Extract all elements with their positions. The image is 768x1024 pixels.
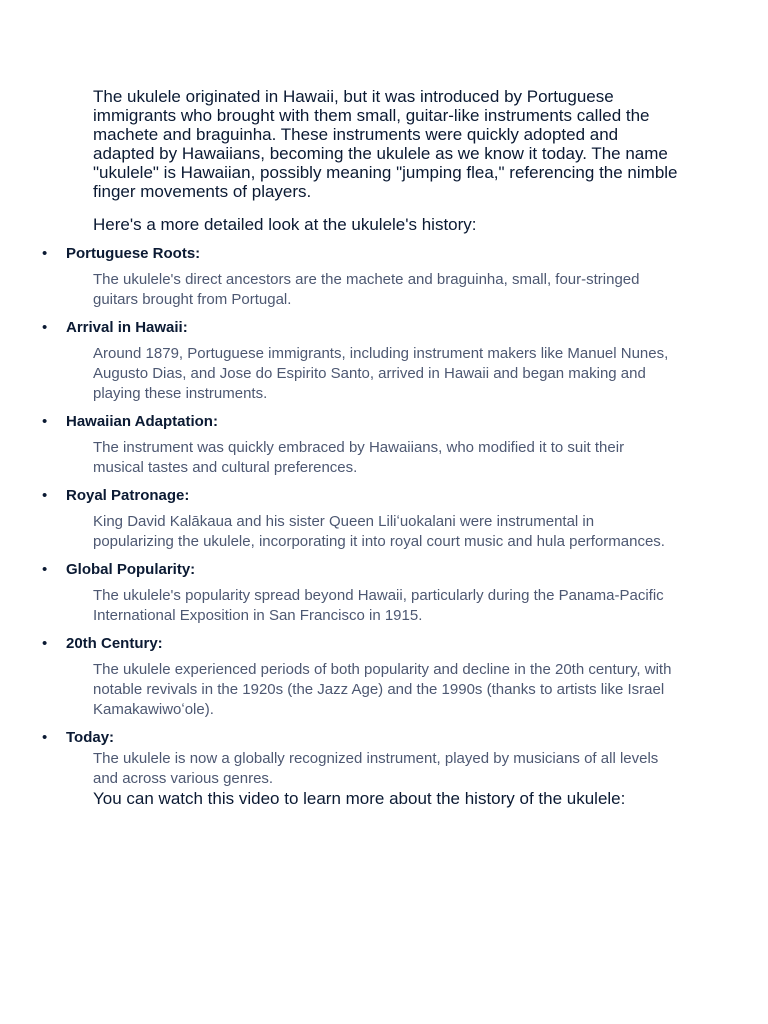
bullet-icon: • [42,635,48,652]
history-item-title: Hawaiian Adaptation: [66,413,218,430]
history-item-text: The ukulele is now a globally recognized instrument, played by musicians of all levels and across various genres. [93,750,659,787]
history-item-title: 20th Century: [66,635,163,652]
history-item-title: Royal Patronage: [66,487,190,504]
history-item-hawaiian-adaptation [42,411,678,478]
history-item-today [42,727,678,789]
bullet-icon: • [42,245,48,262]
history-item-text: The ukulele's direct ancestors are the machete and braguinha, small, four-stringed guitars brought from Portugal. [93,271,640,308]
history-item-title: Global Popularity: [66,561,196,578]
bullet-icon: • [42,729,48,746]
bullet-icon: • [42,413,48,430]
intro-paragraph: The ukulele originated in Hawaii, but it was introduced by Portuguese immigrants who brought with them small, guitar-like instruments called the machete and braguinha. These instruments were quickly adopted and adapted by Hawaiians, becoming the ukulele as we know it today. The name "ukulele" is Hawaiian, possibly meaning "jumping flea," referencing the nimble finger movements of players. [93,87,678,201]
bullet-icon: • [42,561,48,578]
history-item-title: Today: [66,729,115,746]
history-item-royal-patronage [42,485,678,552]
bullet-icon: • [42,487,48,504]
history-item-text: The ukulele experienced periods of both popularity and decline in the 20th century, with notable revivals in the 1920s (the Jazz Age) and the 1990s (thanks to artists like Israel Kamakawiwoʻole). [93,661,672,718]
history-list [42,243,678,789]
article-content [42,87,678,809]
history-item-portuguese-roots [42,243,678,310]
history-item-title: Portuguese Roots: [66,245,201,262]
history-item-global-popularity [42,559,678,626]
history-item-arrival-in-hawaii [42,317,678,404]
history-item-text: The ukulele's popularity spread beyond Hawaii, particularly during the Panama-Pacific International Exposition in San Francisco in 1915. [93,587,664,624]
video-outro-paragraph: You can watch this video to learn more about the history of the ukulele: [93,789,626,808]
history-item-text: King David Kalākaua and his sister Queen Liliʻuokalani were instrumental in popularizing the ukulele, incorporating it into royal court music and hula performances. [93,513,665,550]
history-item-title: Arrival in Hawaii: [66,319,188,336]
history-item-text: Around 1879, Portuguese immigrants, including instrument makers like Manuel Nunes, Augusto Dias, and Jose do Espirito Santo, arrived in Hawaii and began making and playing these instruments. [93,345,669,402]
bullet-icon: • [42,319,48,336]
lead-paragraph: Here's a more detailed look at the ukulele's history: [93,215,477,234]
history-item-20th-century [42,633,678,720]
history-item-text: The instrument was quickly embraced by Hawaiians, who modified it to suit their musical tastes and cultural preferences. [93,439,625,476]
